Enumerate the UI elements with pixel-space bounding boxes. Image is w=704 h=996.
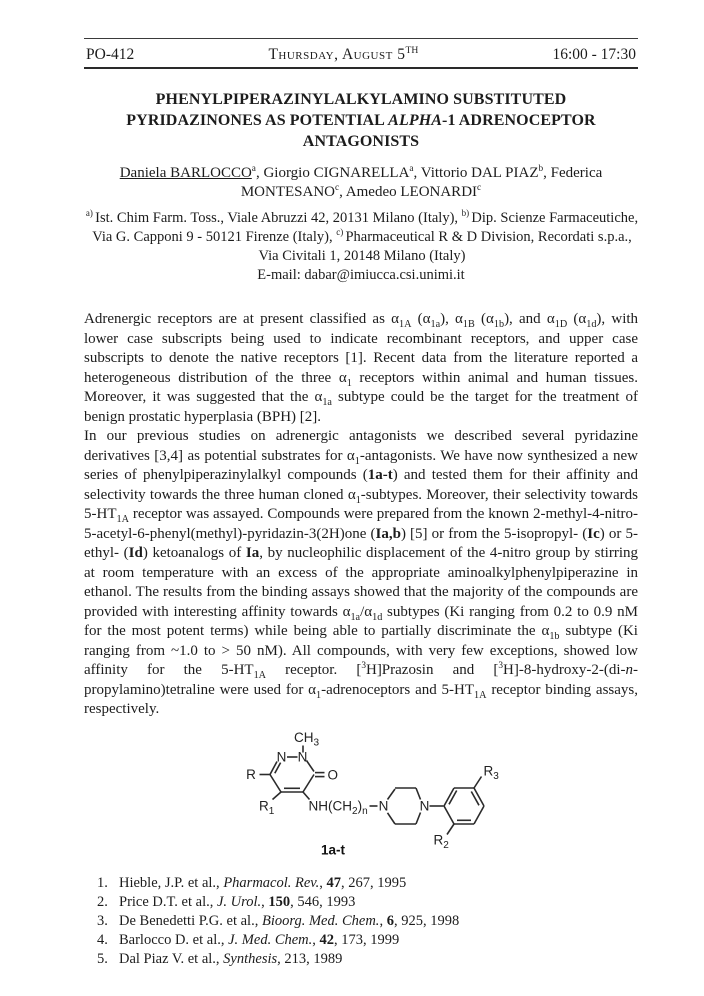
session-code: PO-412 [86,46,135,63]
chemical-structure-figure [84,723,638,865]
reference-text: Dal Piaz V. et al., Synthesis, 213, 1989 [119,951,343,968]
reference-text: De Benedetti P.G. et al., Bioorg. Med. Chem., 6, 925, 1998 [119,912,460,929]
session-time: 16:00 - 17:30 [552,46,636,63]
reference-item [84,874,638,893]
reference-number: 5. [97,951,108,968]
alkylamino-chain-label: $NH(CH_2)_n$ [308,798,368,817]
abstract-body [84,310,638,720]
session-header [84,38,638,69]
reference-number: 2. [97,893,108,910]
substituent-r: R [246,766,256,782]
reference-text: Price D.T. et al., J. Urol., 150, 546, 1993 [119,893,356,910]
substituent-r1: $R_1$ [259,798,275,817]
substituent-r2: $R_2$ [433,832,449,851]
carbonyl-oxygen: O [327,766,339,782]
chemical-structure-drawing [84,723,704,865]
reference-text: Hieble, J.P. et al., Pharmacol. Rev., 47, 267, 1995 [119,874,407,891]
piperazine-nitrogen-2: N [419,798,430,813]
reference-number: 4. [97,932,108,949]
reference-item [84,893,638,912]
email-line: E-mail: dabar@imiucca.csi.unimi.it [257,267,465,283]
methyl-label: $CH_3$ [294,729,320,748]
date-ordinal-suffix: TH [405,44,419,56]
piperazine-nitrogen-1: N [378,798,389,813]
reference-item [84,931,638,950]
reference-item [84,950,638,969]
ring-nitrogen-1: N [276,749,287,764]
compound-series-label: 1a-t [320,842,346,857]
abstract-paragraph-2: In our previous studies on adrenergic antagonists we described several pyridazine derivatives [3,4] as potential substrates for $\alpha_1$-antagonists. We have now synthesized a new series of phenylpiperazinylalkyl compounds (1a-t) and tested them for their affinity and selectivity towards the three human cloned $\alpha_1$-subtypes. Moreover, their selectivity towards $5-HT_{1A}$ receptor was assayed. Compounds were prepared from the known 2-methyl-4-nitro-5-acetyl-6-phenyl(methyl)-pyridazin-3(2H)one (Ia,b) [5] or from the 5-isopropyl- (Ic) or 5-ethyl- (Id) ketoanalogs of Ia, by nucleophilic displacement of the 4-nitro group by stirring at room temperature with an excess of the appropriate aminoalkylphenylpiperazine in ethanol. The results from the binding assays showed that the majority of the compounds are provided with interesting affinity towards $\alpha_{1a}/\alpha_{1d}$ subtypes (Ki ranging from 0.2 to 0.9 nM for the most potent terms) while being able to partially discriminate the $\alpha_{1b}$ subtype (Ki ranging from ~1.0 to > 50 nM). All compounds, with very few exceptions, showed low affinity for the $5-HT_{1A}$ receptor. [$^3$H]Prazosin and [$^3$H]-8-hydroxy-2-(di-n-propylamino)tetraline were used for $\alpha_1$-adrenoceptors and $5-HT_{1A}$ receptor binding assays, respectively. [84,428,638,717]
reference-number: 1. [97,874,108,891]
references-list [84,874,638,970]
authors-line: Daniela BARLOCCO$^a$, Giorgio CIGNARELLA$^a$, Vittorio DAL PIAZ$^b$, Federica MONTESANO$^c$, Amedeo LEONARDI$^c$ [119,164,603,200]
paper-title: PHENYLPIPERAZINYLALKYLAMINO SUBSTITUTED PYRIDAZINONES AS POTENTIAL ALPHA-1 ADRENOCEPTOR ANTAGONISTS [126,91,596,150]
ring-nitrogen-2: N [297,749,308,764]
reference-item [84,912,638,931]
substituent-r3: $R_3$ [483,763,499,782]
abstract-paragraph-1: Adrenergic receptors are at present classified as $\alpha_{1A}$ $(\alpha_{1a})$, $\alpha_{1B}$ $(\alpha_{1b})$, and $\alpha_{1D}$ $(\alpha_{1d})$, with lower case subscripts being used to indicate recombinant receptors, and upper case subscripts to denote the native receptors [1]. Recent data from the literature reported a heterogeneous distribution of the three $\alpha_1$ receptors within animal and human tissues. Moreover, it was suggested that the $\alpha_{1a}$ subtype could be the target for the treatment of benign prostatic hyperplasia (BPH) [2]. [84,311,639,425]
affiliations: $^{a)}$ Ist. Chim Farm. Toss., Viale Abruzzi 42, 20131 Milano (Italy), $^{b)}$ Dip. Scienze Farmaceutiche, Via G. Capponi 9 - 50121 Firenze (Italy), $^{c)}$ Pharmaceutical R & D Division, Recordati s.p.a., Via Civitali 1, 20148 Milano (Italy) [85,208,639,264]
session-date: Thursday, August 5TH [268,44,419,63]
reference-text: Barlocco D. et al., J. Med. Chem., 42, 173, 1999 [119,932,400,949]
reference-number: 3. [97,912,108,929]
